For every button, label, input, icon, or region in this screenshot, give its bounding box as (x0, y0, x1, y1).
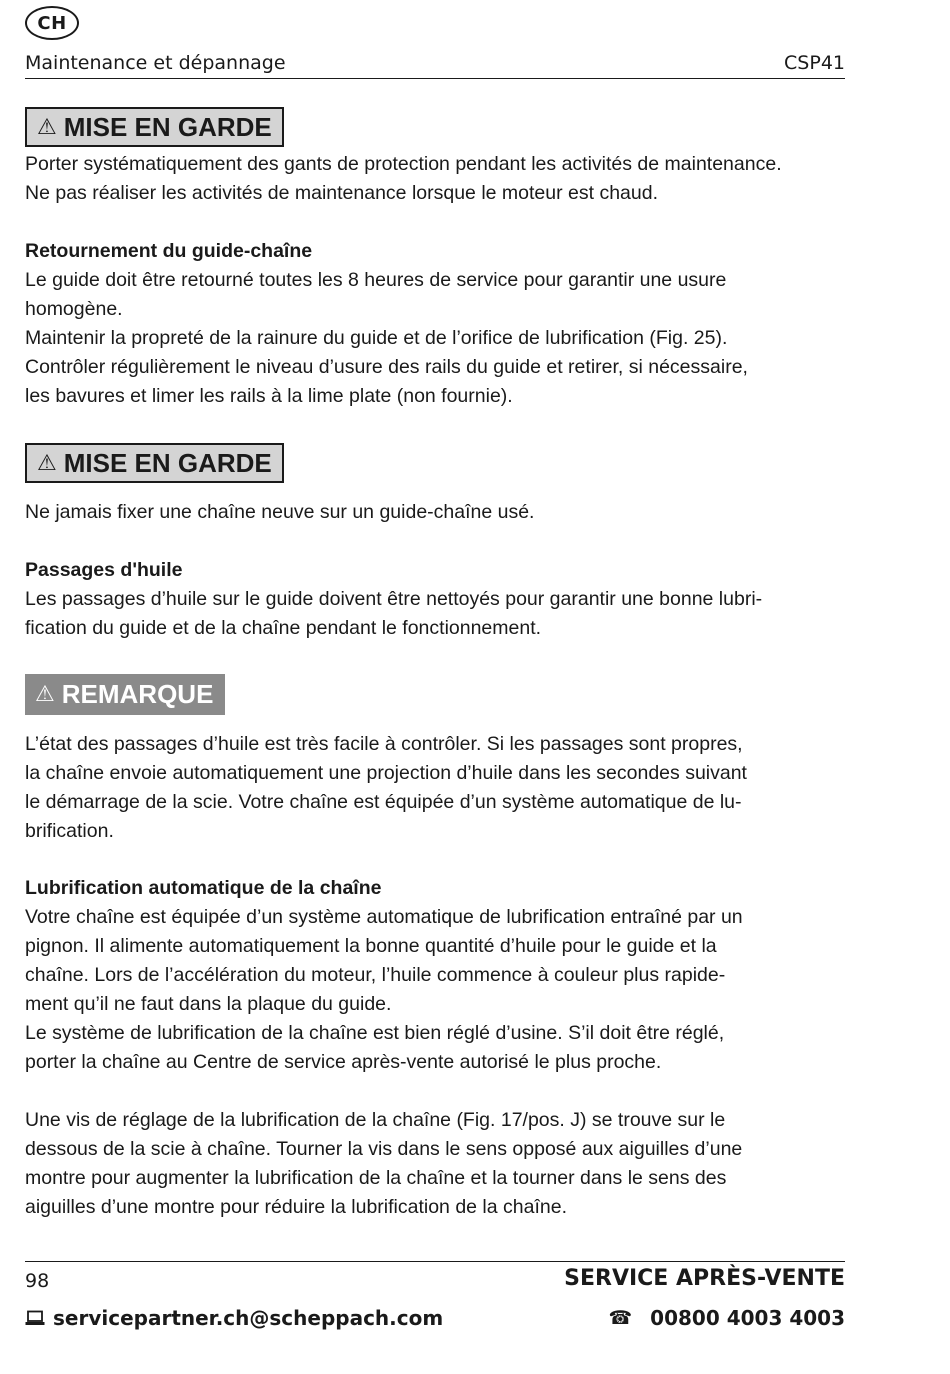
text-line: Ne pas réaliser les activités de maintenance lorsque le moteur est chaud. (25, 182, 658, 204)
text-line: aiguilles d’une montre pour réduire la lubrification de la chaîne. (25, 1196, 567, 1218)
warning-text-new-chain (25, 498, 845, 527)
warning-label: MISE EN GARDE (63, 111, 272, 142)
footer-divider (25, 1261, 845, 1262)
text-line: chaîne. Lors de l’accélération du moteur, l’huile commence à couleur plus rapide- (25, 964, 726, 986)
text-line: le démarrage de la scie. Votre chaîne est équipée d’un système automatique de lu- (25, 791, 742, 813)
note-box (25, 674, 225, 715)
service-email[interactable] (25, 1306, 443, 1330)
text-line: pignon. Il alimente automatiquement la bonne quantité d’huile pour le guide et la (25, 935, 717, 957)
text-line: la chaîne envoie automatiquement une projection d’huile dans les secondes suivant (25, 762, 747, 784)
text-line: Contrôler régulièrement le niveau d’usure des rails du guide et retirer, si nécessaire, (25, 356, 748, 378)
service-phone[interactable] (608, 1306, 845, 1330)
text-line: fication du guide et de la chaîne pendant le fonctionnement. (25, 617, 542, 639)
text-line: Porter systématiquement des gants de protection pendant les activités de maintenance. (25, 153, 782, 175)
email-address[interactable]: servicepartner.ch@scheppach.com (53, 1306, 444, 1330)
text-line: Le guide doit être retourné toutes les 8 heures de service pour garantir une usure (25, 269, 727, 291)
text-line: ment qu’il ne faut dans la plaque du guide. (25, 993, 392, 1015)
section-heading: Passages d'huile (25, 559, 183, 581)
text-line: montre pour augmenter la lubrification de la chaîne et la tourner dans le sens des (25, 1167, 727, 1189)
page-number: 98 (25, 1270, 50, 1292)
service-title: SERVICE APRÈS-VENTE (564, 1266, 845, 1291)
text-line: Une vis de réglage de la lubrification de la chaîne (Fig. 17/pos. J) se trouve sur le (25, 1109, 726, 1131)
section-adjust-screw (25, 1106, 845, 1222)
manual-page (25, 0, 845, 1374)
section-guide-flip (25, 237, 845, 411)
text-line: Maintenir la propreté de la rainure du guide et de l’orifice de lubrification (Fig. 25). (25, 327, 728, 349)
section-heading: Lubrification automatique de la chaîne (25, 877, 382, 899)
warning-box-new-chain (25, 443, 284, 483)
note-label: REMARQUE (61, 679, 214, 709)
text-line: brification. (25, 820, 114, 842)
warning-triangle-icon: ⚠ (37, 114, 57, 140)
telephone-icon: ☎ (608, 1307, 633, 1329)
note-text (25, 730, 845, 846)
page-header (25, 50, 845, 79)
model-number: CSP41 (784, 52, 845, 74)
text-line: homogène. (25, 298, 123, 320)
section-oil-passages (25, 556, 845, 643)
country-badge: CH (25, 6, 79, 40)
section-heading: Retournement du guide-chaîne (25, 240, 313, 262)
warning-text-gloves (25, 150, 845, 208)
section-auto-lubrication (25, 874, 845, 1077)
warning-label: MISE EN GARDE (63, 447, 272, 478)
warning-triangle-icon: ⚠ (37, 450, 57, 476)
text-line: L’état des passages d’huile est très facile à contrôler. Si les passages sont propres, (25, 733, 743, 755)
text-line: les bavures et limer les rails à la lime plate (non fournie). (25, 385, 513, 407)
text-line: porter la chaîne au Centre de service après-vente autorisé le plus proche. (25, 1051, 662, 1073)
text-line: dessous de la scie à chaîne. Tourner la vis dans le sens opposé aux aiguilles d’une (25, 1138, 743, 1160)
text-line: Ne jamais fixer une chaîne neuve sur un guide-chaîne usé. (25, 501, 535, 523)
section-title: Maintenance et dépannage (25, 52, 286, 74)
warning-triangle-icon: ⚠ (35, 682, 55, 707)
text-line: Votre chaîne est équipée d’un système automatique de lubrification entraîné par un (25, 906, 743, 928)
laptop-icon (25, 1310, 45, 1326)
text-line: Le système de lubrification de la chaîne est bien réglé d’usine. S’il doit être réglé, (25, 1022, 725, 1044)
text-line: Les passages d’huile sur le guide doivent être nettoyés pour garantir une bonne lubri- (25, 588, 763, 610)
phone-number[interactable]: 00800 4003 4003 (650, 1306, 845, 1330)
warning-box-gloves (25, 107, 284, 147)
